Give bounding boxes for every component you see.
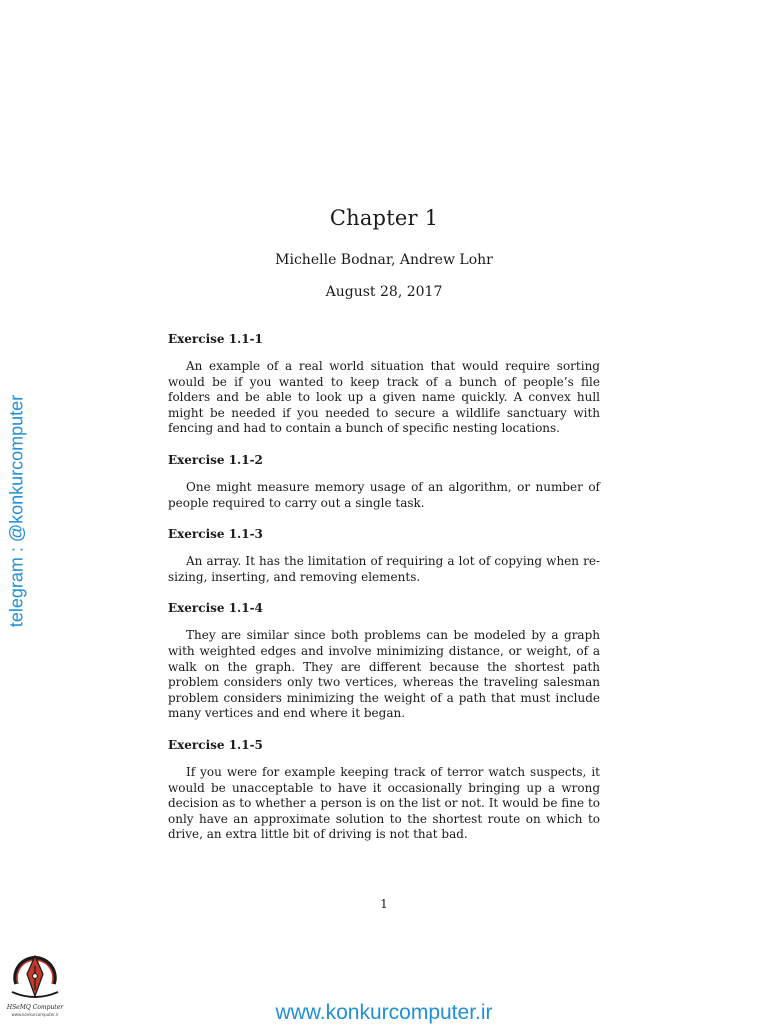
exercise-heading: Exercise 1.1-1 xyxy=(168,332,263,346)
exercise-heading: Exercise 1.1-2 xyxy=(168,452,263,467)
exercise-1-1-4 xyxy=(168,600,600,722)
logo-subcaption: www.konkurcomputer.ir xyxy=(11,1012,59,1017)
exercise-body: If you were for example keeping track of terror watch suspects, it would be unacceptable to have it occasionally bringing up a wrong decision as to whether a person is on the list or not. It would be fine to only have an approximate solution to the shortest route on which to drive, an extra little bit of driving is not that bad. xyxy=(168,764,600,842)
side-watermark xyxy=(5,378,29,644)
pen-nib-icon xyxy=(2,944,68,1004)
logo-caption: HSeMQ Computer xyxy=(6,1004,64,1011)
exercise-body: An example of a real world situation that would require sorting would be if you wanted to keep track of a bunch of people’s file folders and be able to look up a given name quickly. A convex hull might be needed if you needed to secure a wildlife sanctuary with fencing and had to contain a bunch of specific nesting locations. xyxy=(168,359,600,436)
exercise-body: An array. It has the limitation of requiring a lot of copying when re-sizing, inserting, and removing elements. xyxy=(168,554,600,584)
exercise-1-1-2 xyxy=(168,452,600,511)
exercise-1-1-1 xyxy=(168,331,600,437)
exercise-body: They are similar since both problems can be modeled by a graph with weighted edges and involve minimizing distance, or weight, of a walk on the graph. They are different because the shortest path problem considers only two vertices, whereas the traveling salesman problem considers minimizing the weight of a path that must include many vertices and end where it began. xyxy=(168,628,600,721)
page-number: 1 xyxy=(380,897,388,911)
authors: Michelle Bodnar, Andrew Lohr xyxy=(275,252,493,268)
bottom-watermark: www.konkurcomputer.ir xyxy=(275,1001,493,1024)
exercise-heading: Exercise 1.1-3 xyxy=(168,527,263,542)
exercise-body: One might measure memory usage of an algorithm, or number of people required to carry out a single task. xyxy=(168,479,600,510)
exercise-list xyxy=(168,331,600,858)
chapter-title: Chapter 1 xyxy=(329,206,439,230)
exercise-1-1-5 xyxy=(168,737,600,843)
exercise-1-1-3 xyxy=(168,526,600,585)
exercise-heading: Exercise 1.1-4 xyxy=(168,601,263,616)
side-watermark-text: telegram : @konkurcomputer xyxy=(6,394,27,628)
exercise-heading: Exercise 1.1-5 xyxy=(168,737,263,752)
document-date: August 28, 2017 xyxy=(325,284,443,300)
